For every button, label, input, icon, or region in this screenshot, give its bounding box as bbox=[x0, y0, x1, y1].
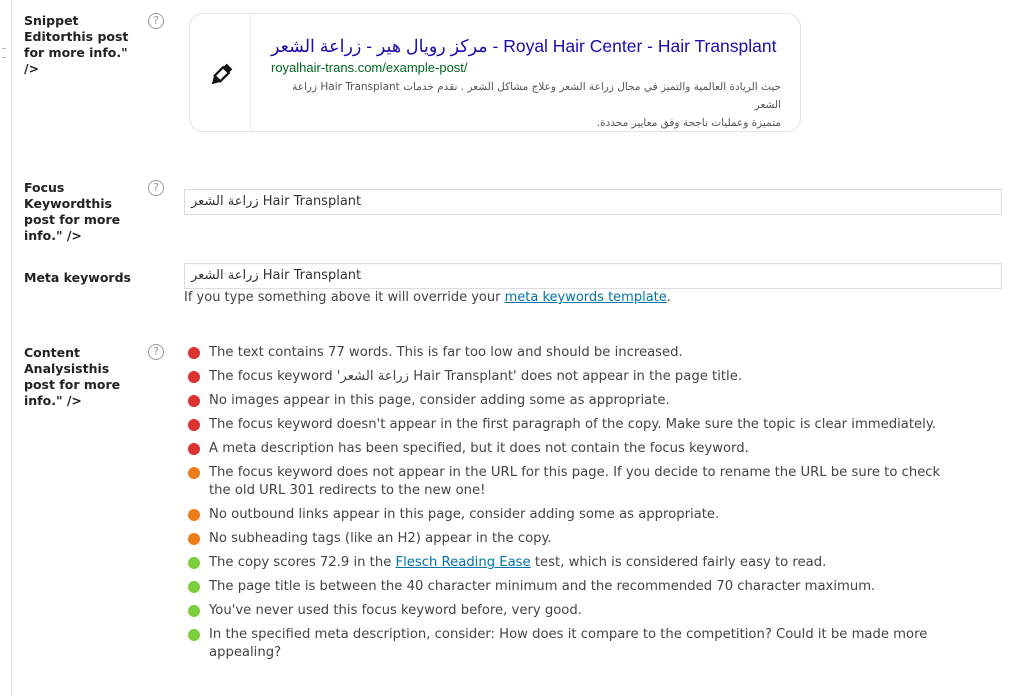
status-dot-icon bbox=[188, 419, 200, 431]
snippet-description bbox=[271, 78, 781, 132]
question-circle-icon[interactable]: ? bbox=[148, 180, 164, 196]
status-dot-icon bbox=[188, 347, 200, 359]
content-analysis-label: Content Analysisthis post for more info." /> bbox=[24, 345, 121, 408]
status-dot-icon bbox=[188, 509, 200, 521]
status-dot-icon bbox=[188, 443, 200, 455]
pencil-icon[interactable] bbox=[207, 61, 235, 89]
flesch-reading-ease-link[interactable]: Flesch Reading Ease bbox=[395, 555, 531, 570]
analysis-item bbox=[186, 602, 966, 620]
analysis-text: No outbound links appear in this page, consider adding some as appropriate. bbox=[209, 507, 720, 522]
status-dot-icon bbox=[188, 581, 200, 593]
analysis-text: You've never used this focus keyword before, very good. bbox=[209, 603, 582, 618]
analysis-text: The copy scores 72.9 in the bbox=[209, 555, 396, 570]
snippet-description-line: حيث الريادة العالمية والتميز في مجال زراعة الشعر وعلاج مشاكل الشعر . نقدم خدمات Hair Transplant زراعة الشعر bbox=[292, 81, 781, 111]
analysis-item bbox=[186, 530, 966, 548]
focus-keyword-label: Focus Keywordthis post for more info." /> bbox=[24, 180, 121, 243]
hint-text: If you type something above it will override your bbox=[184, 290, 505, 305]
analysis-item bbox=[186, 416, 966, 434]
analysis-item bbox=[186, 554, 966, 572]
question-circle-icon[interactable]: ? bbox=[148, 344, 164, 360]
meta-keywords-label: Meta keywords bbox=[24, 270, 131, 285]
analysis-text: The focus keyword 'زراعة الشعر Hair Transplant' does not appear in the page title. bbox=[209, 369, 743, 384]
status-dot-icon bbox=[188, 629, 200, 641]
rail-mark bbox=[2, 57, 6, 58]
analysis-text: No subheading tags (like an H2) appear in the copy. bbox=[209, 531, 552, 546]
admin-menu-edge bbox=[0, 0, 12, 696]
analysis-item bbox=[186, 506, 966, 524]
analysis-text: The page title is between the 40 character minimum and the recommended 70 character maximum. bbox=[209, 579, 876, 594]
focus-keyword-input[interactable]: زراعة الشعر Hair Transplant bbox=[184, 189, 1002, 215]
analysis-item bbox=[186, 344, 966, 362]
snippet-preview[interactable] bbox=[189, 13, 801, 132]
analysis-text: No images appear in this page, consider adding some as appropriate. bbox=[209, 393, 670, 408]
analysis-item bbox=[186, 392, 966, 410]
status-dot-icon bbox=[188, 371, 200, 383]
status-dot-icon bbox=[188, 533, 200, 545]
content-analysis-list bbox=[186, 344, 966, 668]
analysis-text: The focus keyword doesn't appear in the first paragraph of the copy. Make sure the topic is clear immediately. bbox=[209, 417, 936, 432]
analysis-item bbox=[186, 368, 966, 386]
analysis-item bbox=[186, 440, 966, 458]
analysis-item bbox=[186, 578, 966, 596]
snippet-editor-label: Snippet Editorthis post for more info." /> bbox=[24, 13, 129, 76]
analysis-text: test, which is considered fairly easy to read. bbox=[530, 555, 827, 570]
question-circle-icon[interactable]: ? bbox=[148, 13, 164, 29]
snippet-url: royalhair-trans.com/example-post/ bbox=[271, 60, 468, 75]
analysis-text: In the specified meta description, consider: How does it compare to the competition? Could it be made more appealing? bbox=[209, 627, 928, 660]
status-dot-icon bbox=[188, 605, 200, 617]
status-dot-icon bbox=[188, 557, 200, 569]
hint-text: . bbox=[666, 290, 671, 305]
analysis-text: A meta description has been specified, but it does not contain the focus keyword. bbox=[209, 441, 749, 456]
status-dot-icon bbox=[188, 467, 200, 479]
analysis-item bbox=[186, 626, 966, 662]
meta-keywords-hint bbox=[184, 290, 671, 305]
rail-mark bbox=[2, 48, 6, 49]
analysis-text: The text contains 77 words. This is far too low and should be increased. bbox=[209, 345, 683, 360]
meta-keywords-template-link[interactable]: meta keywords template bbox=[504, 290, 667, 305]
status-dot-icon bbox=[188, 395, 200, 407]
meta-keywords-input[interactable]: زراعة الشعر Hair Transplant bbox=[184, 263, 1002, 289]
analysis-item bbox=[186, 464, 966, 500]
analysis-text: The focus keyword does not appear in the URL for this page. If you decide to rename the URL be sure to check the old URL 301 redirects to the new one! bbox=[209, 465, 941, 498]
snippet-description-line: متميزة وعمليات ناجحة وفق معايير محددة. bbox=[596, 117, 781, 129]
snippet-title[interactable]: مركز رويال هير - زراعة الشعر - Royal Hair Center - Hair Transplant bbox=[271, 36, 777, 56]
snippet-divider bbox=[250, 14, 251, 131]
